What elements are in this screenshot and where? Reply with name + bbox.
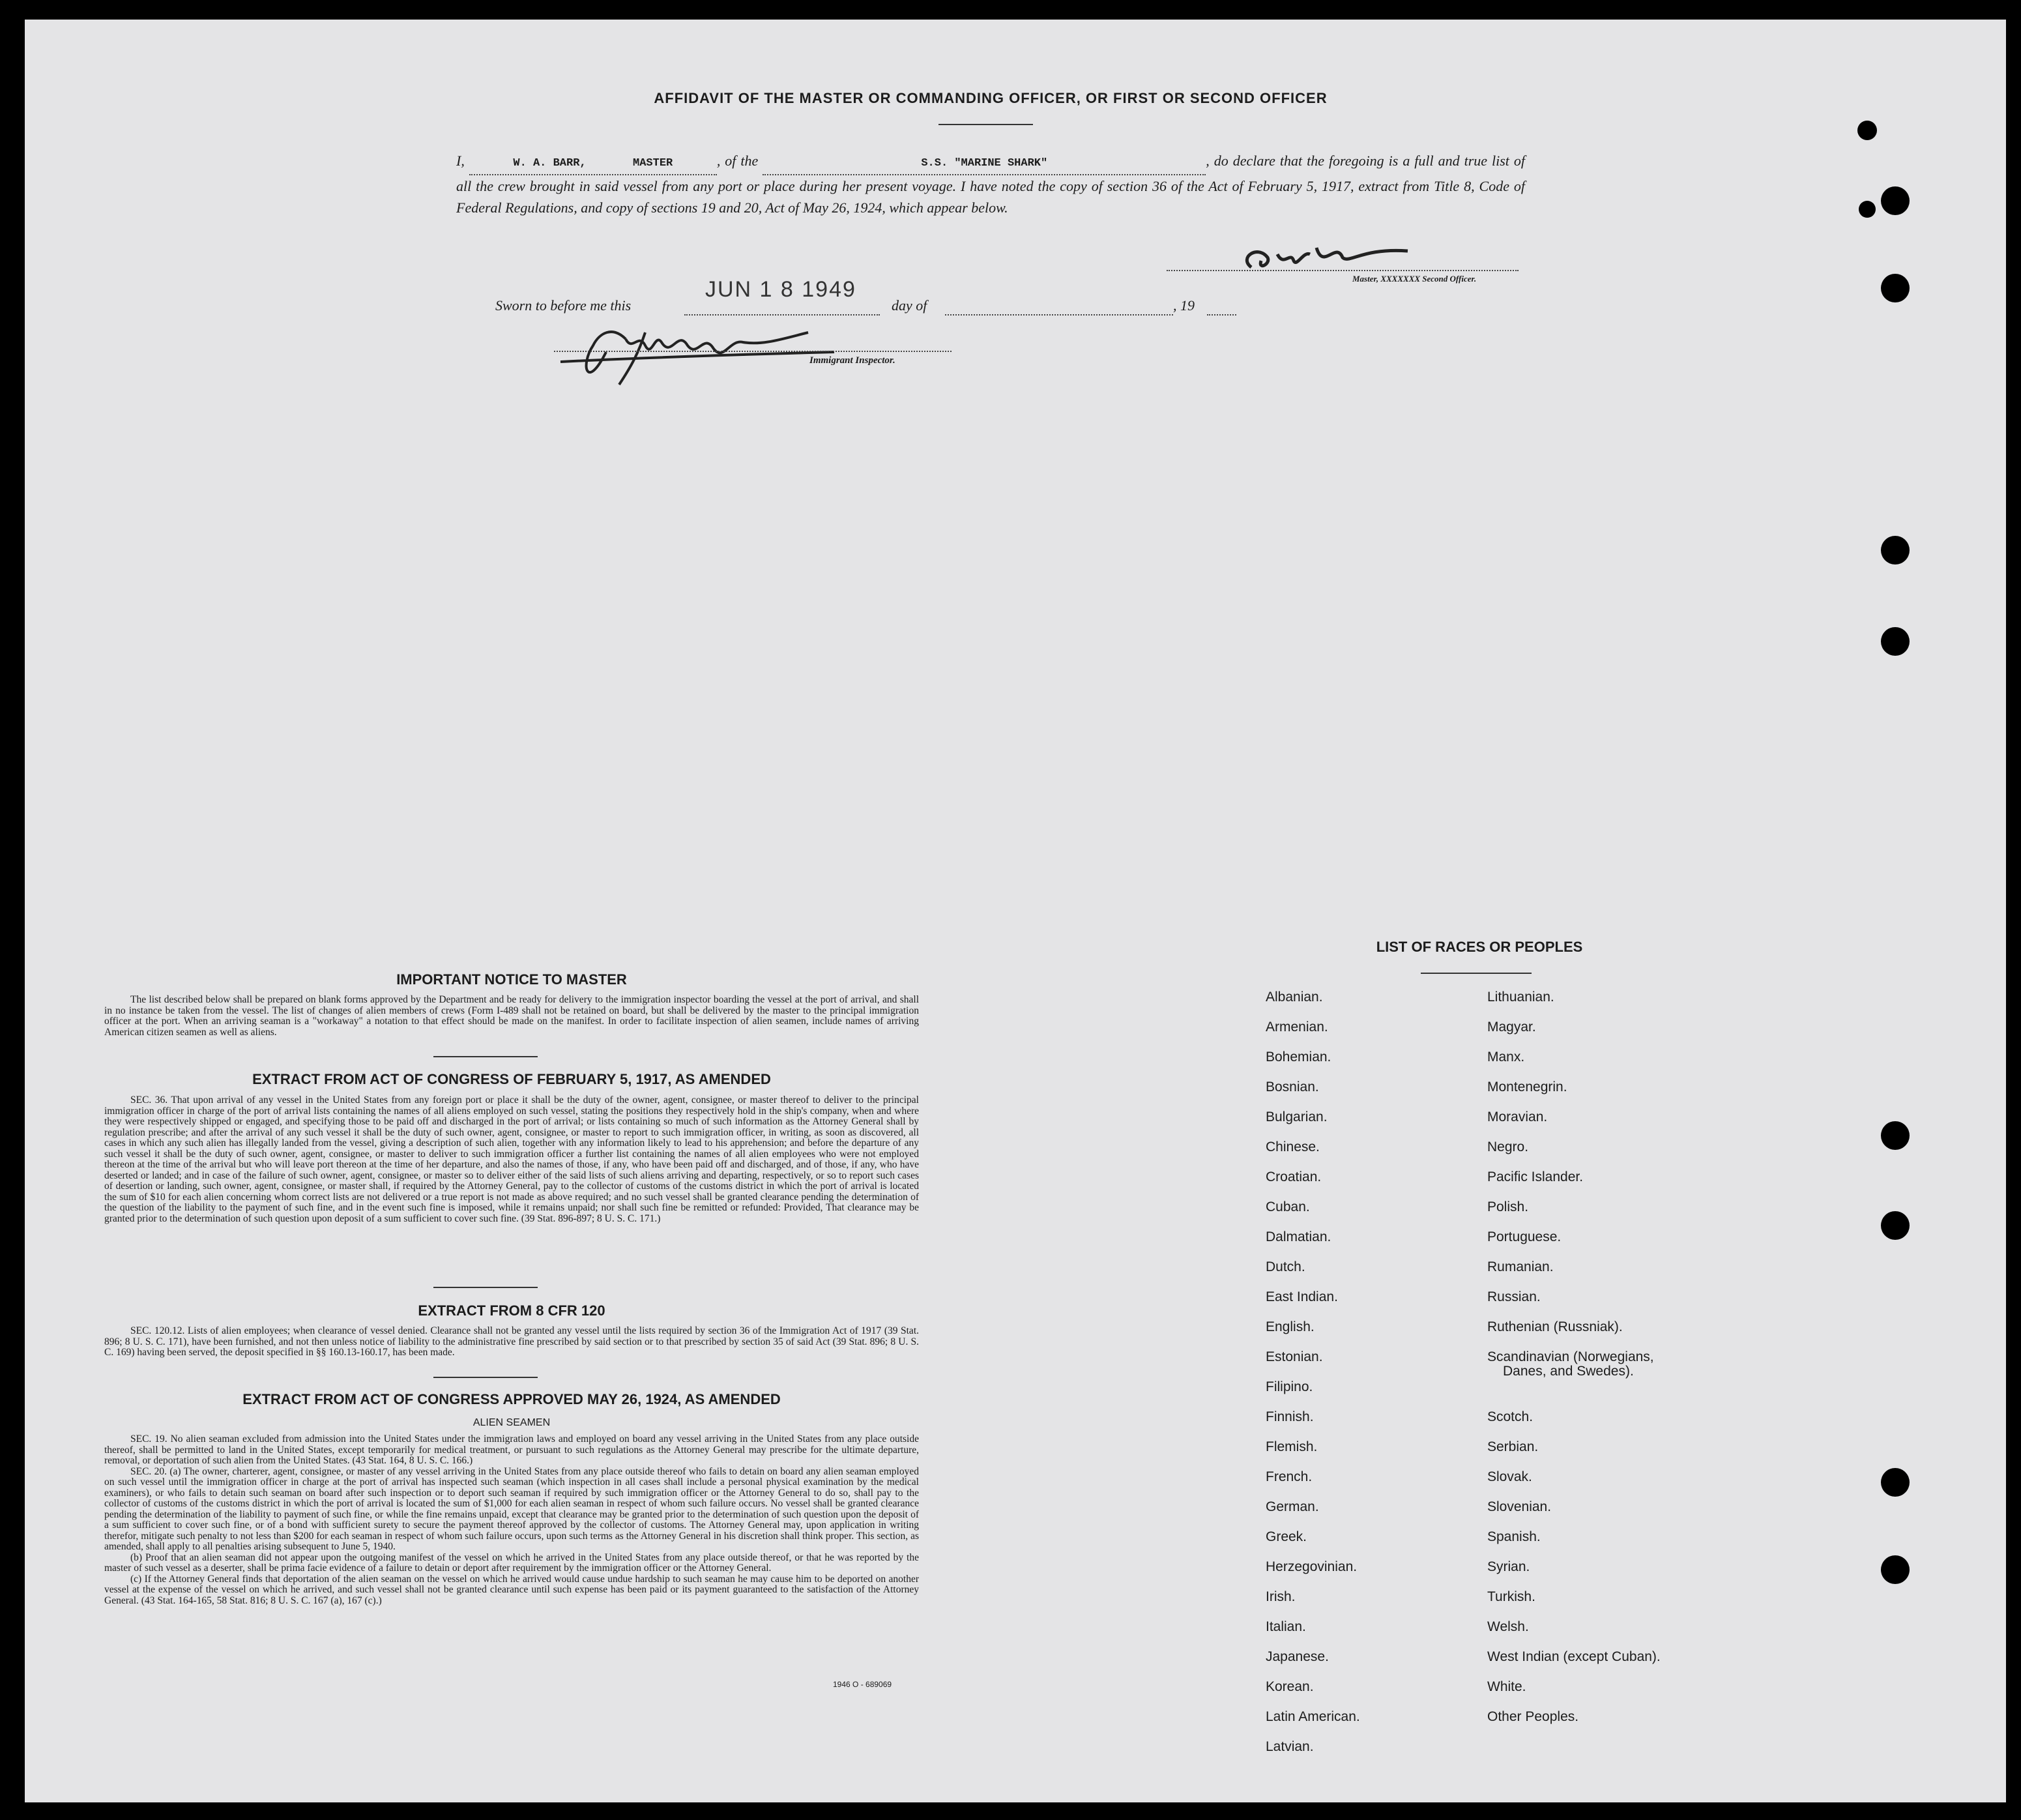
do-declare-label: , do declare [1206, 153, 1275, 169]
punch-hole [1859, 201, 1876, 218]
divider [1421, 973, 1532, 974]
race-item: Bulgarian. [1266, 1109, 1328, 1124]
race-item: Portuguese. [1487, 1229, 1562, 1244]
divider [433, 1056, 538, 1057]
master-rank: MASTER [633, 157, 673, 169]
month-line [945, 314, 1173, 316]
extract2-paragraph: SEC. 120.12. Lists of alien employees; when clearance of vessel denied. Clearance shall not be granted any vessel until the lists required by section 36 of the Immigration Act of 1917 (39 Stat. 896; 8 U. S. C. 171), have been furnished, and not then unless notice of liability to the administrative fine prescribed by said section or to that prescribed by section 35 of said Act (39 Stat. 896; 8 U. S. C. 169) having been served, the deposit specified in §§ 160.13-160.17, has been made. [104, 1325, 919, 1358]
punch-hole [1881, 274, 1910, 302]
day-of-label: day of [892, 297, 927, 314]
race-item: Bohemian. [1266, 1049, 1331, 1064]
race-item: Syrian. [1487, 1559, 1530, 1574]
sworn-label: Sworn to before me this [495, 297, 632, 314]
punch-hole [1857, 121, 1877, 140]
punch-hole [1881, 627, 1910, 656]
race-item: Turkish. [1487, 1589, 1535, 1604]
race-item: Magyar. [1487, 1020, 1536, 1035]
race-item: Dalmatian. [1266, 1229, 1331, 1244]
extract1-text [104, 1095, 919, 1224]
master-signature-line [1167, 270, 1519, 271]
punch-hole [1881, 1555, 1910, 1584]
race-item: Irish. [1266, 1589, 1296, 1604]
race-item: Croatian. [1266, 1169, 1322, 1184]
extract3-paragraph-20a: SEC. 20. (a) The owner, charterer, agent, consignee, or master of any vessel arriving in the United States from any place outside thereof who fails to detain on board any alien seaman employed on such vessel until the immigration officer in charge at the port of arrival has inspected such seaman (which inspection in all cases shall include a personal physical examination by the medical examiners), or who fails to detain such seaman on board after such inspection or to deport such seaman if required by such immigration officer or the Attorney General to do so, shall pay to the collector of customs of the customs district in which the port of arrival is located the sum of $1,000 for each alien seaman in respect of whom such failure occurs. No vessel shall be granted clearance pending the determination of the liability to payment of such fine, or while the fine remains unpaid, except that clearance may be granted prior to the determination of such question upon the deposit of a sum sufficient to cover such fine, or of a bond with sufficient surety to secure the payment thereof approved by the collector of customs. The Attorney General may, upon application in writing therefor, mitigate such penalty to not less than $200 for each seaman in respect of whom such failure occurs, upon such terms as the Attorney General in his discretion shall think proper. This section, as amended, shall apply to all penalties arising subsequent to June 5, 1940. [104, 1465, 919, 1552]
races-header [1316, 939, 1642, 956]
master-name: W. A. BARR, [513, 157, 587, 169]
race-item: Bosnian. [1266, 1079, 1319, 1094]
extract2-text [104, 1326, 919, 1358]
master-name-field [469, 153, 717, 175]
race-item: Estonian. [1266, 1349, 1323, 1364]
extract3-paragraph-19: SEC. 19. No alien seaman excluded from admission into the United States under the immigration laws and employed on board any vessel arriving in the United States from any place outside thereof, shall be permitted to land in the United States, except temporarily for medical treatment, or pursuant to such regulations as the Attorney General may prescribe for the ultimate departure, removal, or deportation of such alien from the United States. (43 Stat. 164, 8 U. S. C. 166.) [104, 1433, 919, 1466]
extract3-paragraph-20b: (b) Proof that an alien seaman did not appear upon the outgoing manifest of the vessel on which he arrived in the United States from any place outside thereof, or that he was reported by the master of such vessel as a deserter, shall be prima facie evidence of a failure to detain or deport after requirement by the immigration officer or the Attorney General. [104, 1551, 919, 1574]
divider [433, 1287, 538, 1288]
race-item: Herzegovinian. [1266, 1559, 1358, 1574]
print-code: 1946 O - 689069 [833, 1680, 892, 1689]
year-label: , 19 [1173, 297, 1195, 314]
notice-paragraph: The list described below shall be prepared on blank forms approved by the Department and be ready for delivery to the immigration inspector boarding the vessel at the port of arrival, and shall in no instance be taken from the vessel. The list of changes of alien members of crews (Form I-489 shall not be retained on board, but shall be delivered by the master to the principal immigration officer at the port. When an arriving seaman is a "workaway" a notation to that effect should be made on the manifest. In order to facilitate inspection of alien seamen, include names of arriving American citizen seamen as well as aliens. [104, 994, 919, 1038]
inspector-signature-line [554, 351, 952, 352]
extract1-title: EXTRACT FROM ACT OF CONGRESS OF FEBRUARY 5, 1917, AS AMENDED [252, 1071, 771, 1087]
punch-hole [1881, 1211, 1910, 1240]
extract3-subtitle: ALIEN SEAMEN [473, 1417, 551, 1428]
race-item: German. [1266, 1499, 1319, 1514]
of-the-label: , of the [716, 153, 759, 169]
extract3-text [104, 1434, 919, 1606]
race-item: English. [1266, 1319, 1315, 1334]
race-item: Moravian. [1487, 1109, 1548, 1124]
race-item: Armenian. [1266, 1020, 1328, 1035]
race-item: Montenegrin. [1487, 1079, 1567, 1094]
date-stamp: JUN 1 8 1949 [705, 277, 856, 302]
race-item: Chinese. [1266, 1139, 1320, 1154]
vessel-name-field: S.S. "MARINE SHARK" [763, 153, 1206, 175]
extract2-title: EXTRACT FROM 8 CFR 120 [418, 1302, 605, 1319]
race-item: Welsh. [1487, 1619, 1529, 1634]
notice-text [104, 995, 919, 1038]
extract1-paragraph: SEC. 36. That upon arrival of any vessel in the United States from any foreign port or place it shall be the duty of the owner, agent, consignee, or master thereof to deliver to the principal immigration officer in charge of the port of arrival lists containing the names of all aliens employed on such vessel, stating the positions they respectively hold in the ship's company, when and where they were respectively shipped or engaged, and specifying those to be paid off and discharged in the port of arrival; or lists containing so much of such information as the Attorney General shall by regulation prescribe; and after the arrival of any such vessel it shall be the duty of such owner, agent, consignee, or master to report to such immigration officer, in writing, as soon as discovered, all cases in which any such alien has illegally landed from the vessel, giving a description of such alien, together with any information likely to lead to his apprehension; and before the departure of any such vessel it shall be the duty of such owner, agent, consignee, or master to deliver to such immigration officer a further list containing the names of all alien employees who were not employed thereon at the time of the arrival but who will leave port thereon at the time of her departure, and also the names of those, if any, who have been paid off and discharged, and of those, if any, who have deserted or landed; and in case of the failure of such owner, agent, consignee, or master so to deliver either of the said lists of such aliens arriving and departing, respectively, or so to report such cases of desertion or landing, such owner, agent, consignee, or master shall, if required by the Attorney General, pay to the collector of customs of the customs district in which the port of arrival is located the sum of $10 for each alien concerning whom correct lists are not delivered or a true report is not made as above required; and no such vessel shall be granted clearance pending the determination of the question of the liability to the payment of such fine, and in the event such fine is imposed, while it remains unpaid; nor shall such fine be remitted or refunded: Provided, That clearance may be granted prior to the determination of such question upon deposit of a sum sufficient to cover such fine. (39 Stat. 896-897; 8 U. S. C. 171.) [104, 1094, 919, 1224]
notice-header [104, 971, 919, 988]
affidavit-i: I, [456, 153, 465, 169]
race-item: Scandinavian (Norwegians, [1487, 1349, 1654, 1364]
extract3-title: EXTRACT FROM ACT OF CONGRESS APPROVED MAY 26, 1924, AS AMENDED [242, 1391, 781, 1407]
extract3-paragraph-20c: (c) If the Attorney General finds that deportation of the alien seaman on the vessel on which he arrived would cause undue hardship to such seaman he may cause him to be deported on another vessel at the expense of the vessel on which he arrived, and such vessel shall not be granted clearance until such expense has been paid or its payment guaranteed to the satisfaction of the Attorney General. (43 Stat. 164-165, 58 Stat. 816; 8 U. S. C. 167 (a), 167 (c).) [104, 1573, 919, 1606]
race-item: Serbian. [1487, 1439, 1539, 1454]
punch-hole [1881, 536, 1910, 565]
race-item: Slovenian. [1487, 1499, 1552, 1514]
punch-hole [1881, 186, 1910, 215]
race-item: Spanish. [1487, 1529, 1541, 1544]
affidavit-statement [456, 150, 1525, 218]
race-item: White. [1487, 1679, 1526, 1694]
race-item: Lithuanian. [1487, 990, 1554, 1005]
race-item: East Indian. [1266, 1289, 1338, 1304]
race-item: Rumanian. [1487, 1259, 1554, 1274]
race-item: Negro. [1487, 1139, 1529, 1154]
race-item: Greek. [1266, 1529, 1307, 1544]
race-item: Pacific Islander. [1487, 1169, 1584, 1184]
affidavit-body: that the foregoing is a full and true list of all the crew brought in said vessel from any port or place during her present voyage. I have noted the copy of section 36 of the Act of February 5, 1917, extract from Title 8, Code of Federal Regulations, and copy of sections 19 and 20, Act of May 26, 1924, which appear below. [456, 153, 1526, 216]
master-caption: Master, XXXXXXX Second Officer. [1352, 274, 1477, 284]
race-item: Japanese. [1266, 1649, 1329, 1664]
race-item: Slovak. [1487, 1469, 1532, 1484]
affidavit-header [456, 90, 1525, 107]
race-item: Other Peoples. [1487, 1709, 1579, 1724]
race-item: Albanian. [1266, 990, 1323, 1005]
race-item: Ruthenian (Russniak). [1487, 1319, 1623, 1334]
divider [433, 1377, 538, 1378]
punch-hole [1881, 1468, 1910, 1497]
extract3-header [104, 1391, 919, 1408]
race-item: Latin American. [1266, 1709, 1360, 1724]
race-item: Russian. [1487, 1289, 1541, 1304]
race-item: Dutch. [1266, 1259, 1305, 1274]
inspector-caption: Immigrant Inspector. [809, 355, 895, 366]
extract2-header [104, 1302, 919, 1319]
race-item: Cuban. [1266, 1199, 1310, 1214]
race-item: Danes, and Swedes). [1503, 1364, 1634, 1379]
year-line [1207, 314, 1236, 316]
race-item: Finnish. [1266, 1409, 1314, 1424]
races-title: LIST OF RACES OR PEOPLES [1376, 939, 1583, 955]
notice-title: IMPORTANT NOTICE TO MASTER [396, 971, 627, 988]
divider [938, 124, 1033, 125]
race-item: Latvian. [1266, 1739, 1314, 1754]
race-item: French. [1266, 1469, 1313, 1484]
extract1-header [104, 1071, 919, 1088]
race-item: Polish. [1487, 1199, 1529, 1214]
affidavit-title: AFFIDAVIT OF THE MASTER OR COMMANDING OFFICER, OR FIRST OR SECOND OFFICER [654, 90, 1328, 106]
race-item: Manx. [1487, 1049, 1525, 1064]
race-item: Scotch. [1487, 1409, 1534, 1424]
race-item: West Indian (except Cuban). [1487, 1649, 1661, 1664]
race-item: Flemish. [1266, 1439, 1318, 1454]
punch-hole [1881, 1121, 1910, 1150]
race-item: Italian. [1266, 1619, 1306, 1634]
race-item: Filipino. [1266, 1379, 1313, 1394]
race-item: Korean. [1266, 1679, 1314, 1694]
